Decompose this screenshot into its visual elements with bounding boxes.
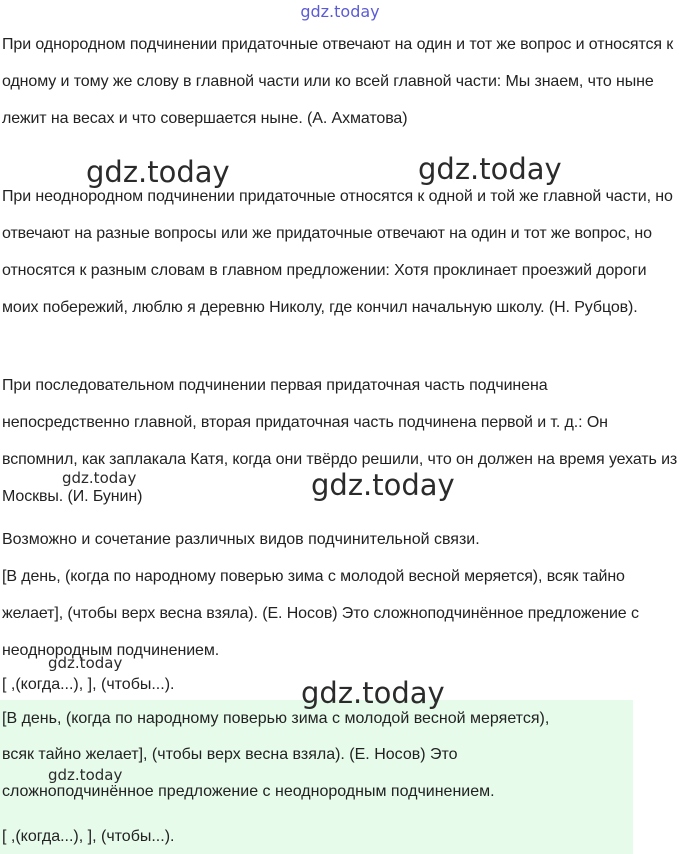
watermark-text: gdz.today bbox=[62, 469, 137, 487]
watermark-text: gdz.today bbox=[418, 152, 562, 186]
paragraph-sequential: При последовательном подчинении первая придаточная часть подчинена непосредственно главной, вторая придаточная часть подчинена первой и т. д.: Он вспомнил, как заплакала Катя, когда они твёрдо решили, что он должен на время уехать из Москвы. (И. Бунин) bbox=[2, 377, 678, 505]
watermark-text: gdz.today bbox=[86, 155, 230, 189]
paragraph-heterogeneous: При неоднородном подчинении придаточные относятся к одной и той же главной части, но отвечают на разные вопросы или же придаточные отвечают на один и тот же вопрос, но относятся к разным словам в главном предложении: Хотя проклинает проезжий дороги моих побережий, люблю я деревню Николу, где кончил начальную школу. (Н. Рубцов). bbox=[2, 188, 673, 316]
answer-line-3: сложноподчинённое предложение с неоднородным подчинением. bbox=[2, 783, 495, 800]
answer-line-2: всяк тайно желает], (чтобы верх весна взяла). (Е. Носов) Это bbox=[2, 746, 458, 763]
paragraph-example: [В день, (когда по народному поверью зима с молодой весной меряется), всяк тайно желает], (чтобы верх весна взяла). (Е. Носов) Это сложноподчинённое предложение с неоднородным подчинением. bbox=[2, 568, 639, 659]
watermark-text: gdz.today bbox=[48, 654, 123, 672]
answer-box bbox=[0, 700, 633, 854]
answer-scheme: [ ,(когда...), ], (чтобы...). bbox=[2, 828, 175, 845]
site-logo[interactable]: gdz.today bbox=[300, 2, 380, 21]
paragraph-combination: Возможно и сочетание различных видов подчинительной связи. bbox=[2, 531, 480, 548]
watermark-text: gdz.today bbox=[311, 468, 455, 502]
paragraph-homogeneous: При однородном подчинении придаточные отвечают на один и тот же вопрос и относятся к одному и тому же слову в главной части или ко всей главной части: Мы знаем, что ныне лежит на весах и что совершается ныне. (А. Ахматова) bbox=[2, 36, 674, 127]
scheme-text: [ ,(когда...), ], (чтобы...). bbox=[2, 676, 175, 693]
watermark-text: gdz.today bbox=[301, 676, 445, 710]
answer-line-1: [В день, (когда по народному поверью зима с молодой весной меряется), bbox=[2, 710, 550, 727]
watermark-text: gdz.today bbox=[48, 766, 123, 784]
